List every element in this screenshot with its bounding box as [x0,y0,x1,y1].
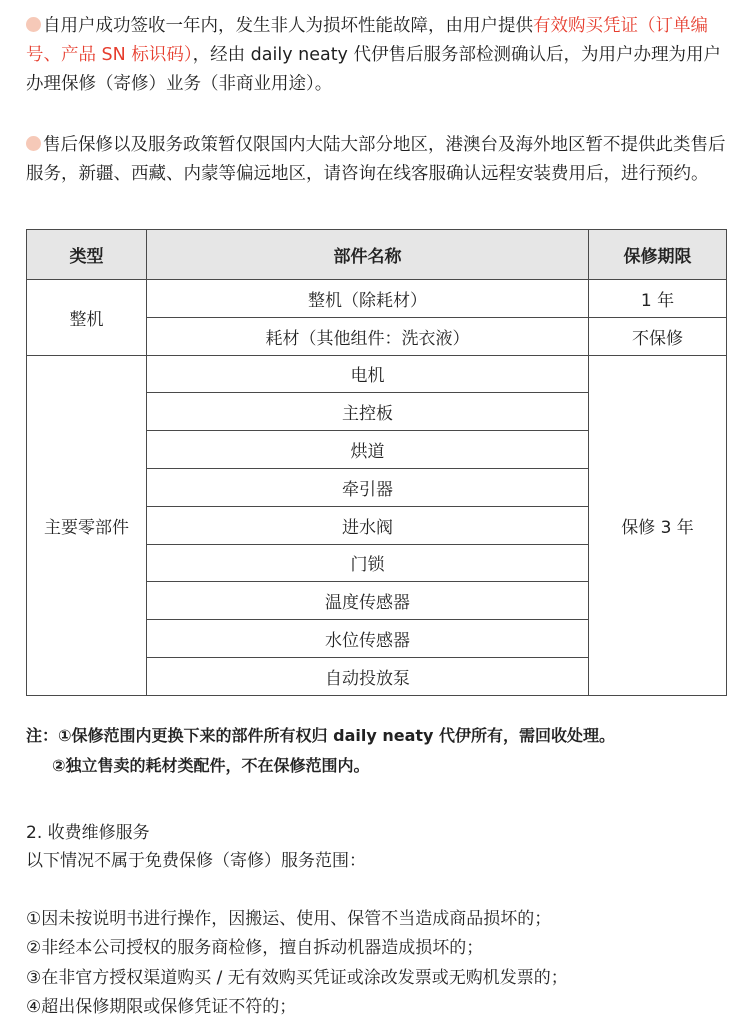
service-region-paragraph [26,131,732,189]
part-cell: 进水阀 [147,506,589,544]
part-cell: 自动投放泵 [147,657,589,695]
part-cell: 牵引器 [147,468,589,506]
header-period: 保修期限 [589,230,727,280]
part-cell: 电机 [147,355,589,393]
table-row [27,355,727,393]
part-cell: 烘道 [147,431,589,469]
para1-text-before: 自用户成功签收一年内，发生非人为损坏性能故障，由用户提供 [43,16,533,36]
section-heading: 2. 收费维修服务 [26,823,150,843]
list-item-highlighted: ③在非官方授权渠道购买 / 无有效购买凭证或涂改发票或无购机发票的； [26,968,568,988]
para1-highlight: 有效购买凭证（订单编号、产品 SN 标识码） [26,16,708,65]
type-cell-main-parts: 主要零部件 [27,355,147,695]
list-item: ②非经本公司授权的服务商检修，擅自拆动机器造成损坏的； [26,938,484,958]
note-line-2: ②独立售卖的耗材类配件，不在保修范围内。 [52,756,370,775]
header-type: 类型 [27,230,147,280]
header-part-name: 部件名称 [147,230,589,280]
list-item: ④超出保修期限或保修凭证不符的； [26,997,297,1017]
table-row [27,280,727,318]
type-cell-whole-machine: 整机 [27,280,147,356]
note-line-1: 注：①保修范围内更换下来的部件所有权归 daily neaty 代伊所有，需回收处理。 [26,726,616,745]
part-cell: 耗材（其他组件：洗衣液） [147,317,589,355]
section-intro: 以下情况不属于免费保修（寄修）服务范围： [26,851,366,871]
para2-text: 售后保修以及服务政策暂仅限国内大陆大部分地区，港澳台及海外地区暂不提供此类售后服务，新疆、西藏、内蒙等偏远地区，请咨询在线客服确认远程安装费用后，进行预约。 [26,135,726,184]
part-cell: 整机（除耗材） [147,280,589,318]
part-cell: 水位传感器 [147,620,589,658]
list-item: ①因未按说明书进行操作，因搬运、使用、保管不当造成商品损坏的； [26,909,552,929]
part-cell: 温度传感器 [147,582,589,620]
part-cell: 门锁 [147,544,589,582]
circle-bullet-icon [26,136,41,151]
period-cell: 1 年 [589,280,727,318]
table-header-row [27,230,727,280]
warranty-table [26,229,727,696]
circle-bullet-icon [26,17,41,32]
period-cell: 不保修 [589,317,727,355]
warranty-intro-paragraph [26,12,732,99]
period-cell-main-parts: 保修 3 年 [589,355,727,695]
part-cell: 主控板 [147,393,589,431]
para1-text-after: ，经由 daily neaty 代伊售后服务部检测确认后，为用户办理为用户办理保修（寄修）业务（非商业用途）。 [26,45,721,94]
